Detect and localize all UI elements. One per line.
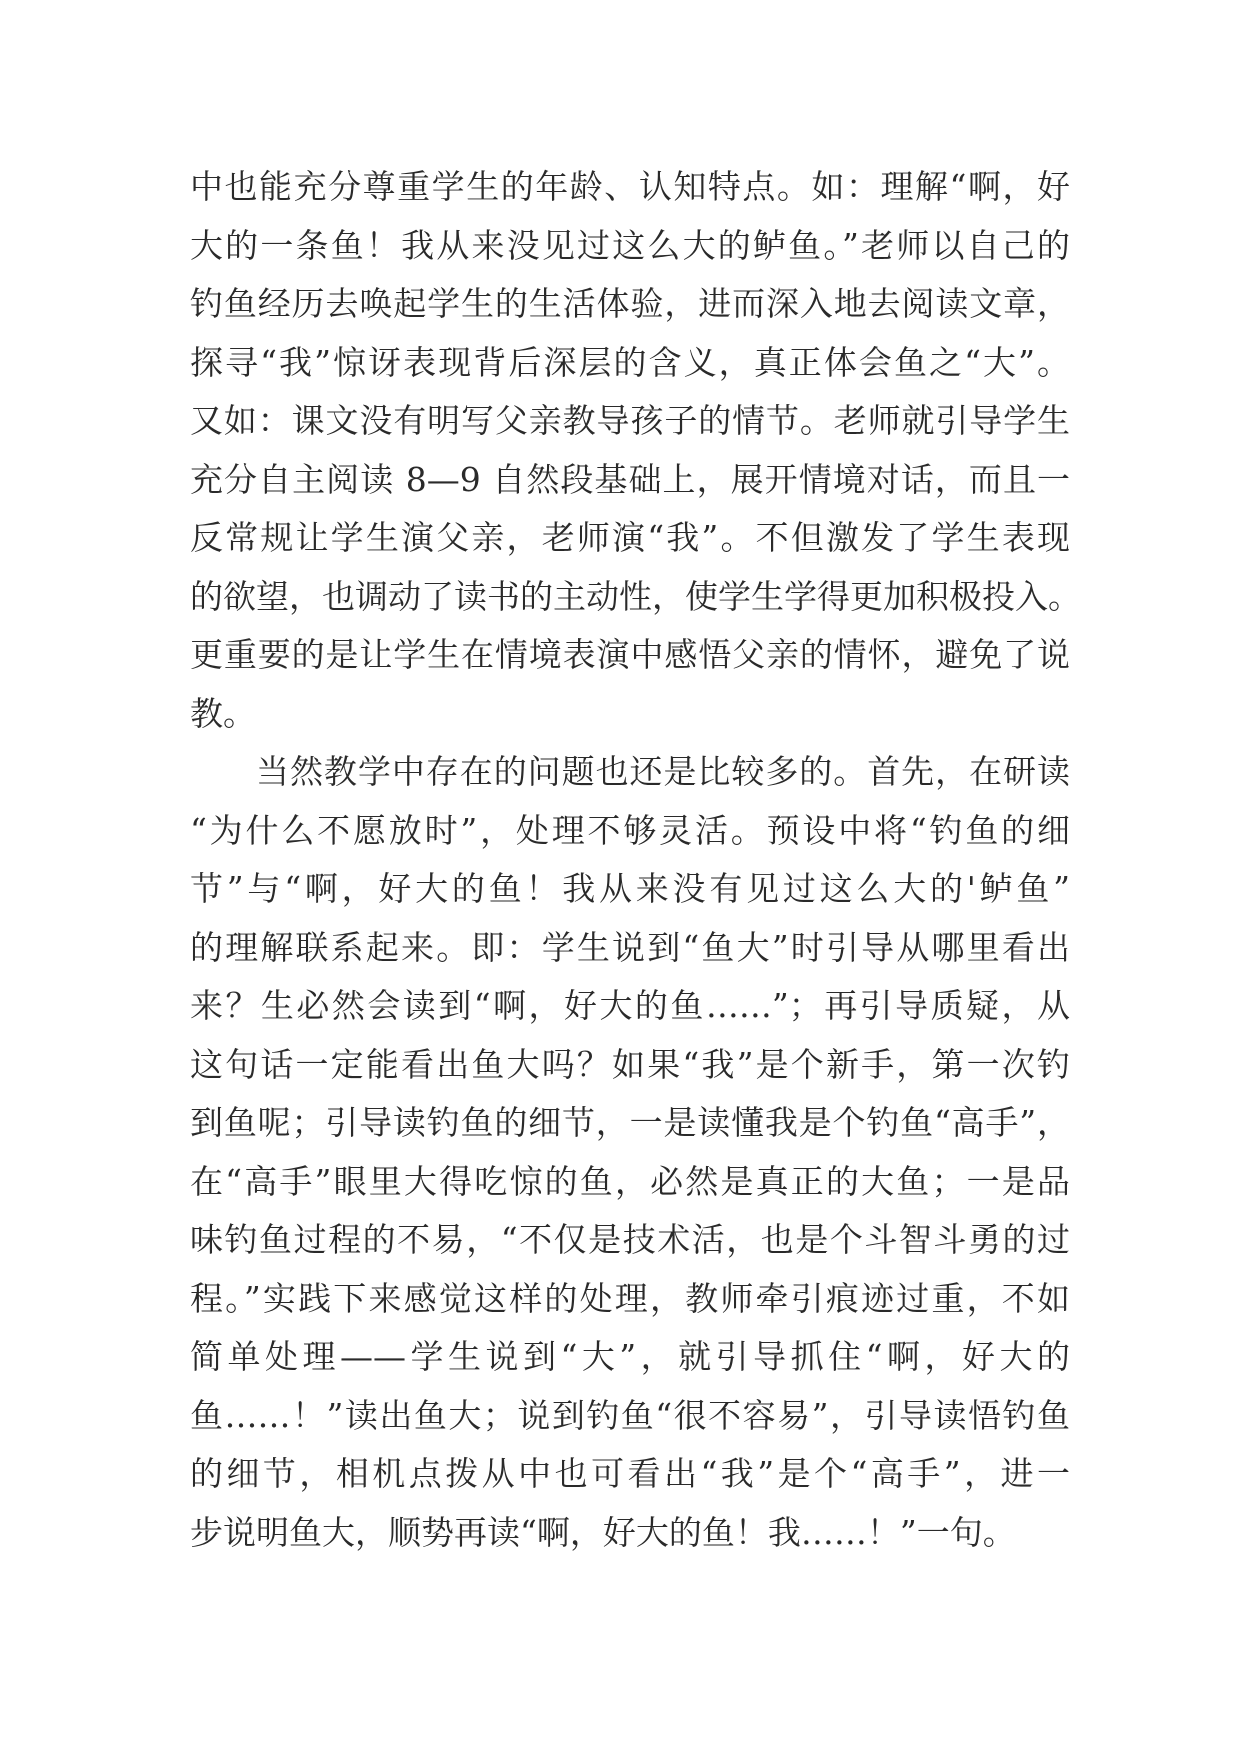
- text-line: 的理解联系起来。即：学生说到“鱼大”时引导从哪里看出: [190, 927, 1070, 967]
- text-line: “为什么不愿放时”，处理不够灵活。预设中将“钓鱼的细: [190, 810, 1070, 850]
- text-line: 简单处理——学生说到“大”，就引导抓住“啊，好大的: [190, 1337, 1070, 1376]
- text-line: 程。”实践下来感觉这样的处理，教师牵引痕迹过重，不如: [190, 1278, 1070, 1318]
- text-line: 节”与“啊，好大的鱼！我从来没有见过这么大的'鲈鱼”: [190, 869, 1070, 908]
- text-line: 钓鱼经历去唤起学生的生活体验，进而深入地去阅读文章，: [190, 284, 1070, 323]
- text-line: 探寻“我”惊讶表现背后深层的含义，真正体会鱼之“大”。: [190, 342, 1070, 382]
- text-line: 更重要的是让学生在情境表演中感悟父亲的情怀，避免了说: [190, 635, 1070, 674]
- text-line: 的欲望，也调动了读书的主动性，使学生学得更加积极投入。: [190, 576, 1081, 616]
- text-line: 中也能充分尊重学生的年龄、认知特点。如：理解“啊，好: [190, 167, 1070, 206]
- text-line: 又如：课文没有明写父亲教导孩子的情节。老师就引导学生: [190, 401, 1070, 440]
- text-line: 在“高手”眼里大得吃惊的鱼，必然是真正的大鱼；一是品: [190, 1161, 1070, 1201]
- text-line: 味钓鱼过程的不易，“不仅是技术活，也是个斗智斗勇的过: [190, 1220, 1070, 1259]
- text-line: 教。: [190, 693, 256, 733]
- text-line: 充分自主阅读 8—9 自然段基础上，展开情境对话，而且一: [190, 459, 1070, 499]
- text-line: 鱼……！”读出鱼大；说到钓鱼“很不容易”，引导读悟钓鱼: [190, 1395, 1070, 1435]
- text-line: 的细节，相机点拨从中也可看出“我”是个“高手”，进一: [190, 1454, 1070, 1493]
- body-text: [190, 158, 1081, 1562]
- text-line: 这句话一定能看出鱼大吗？如果“我”是个新手，第一次钓: [190, 1044, 1070, 1084]
- text-line: 反常规让学生演父亲，老师演“我”。不但激发了学生表现: [190, 518, 1070, 557]
- text-line: 大的一条鱼！我从来没见过这么大的鲈鱼。”老师以自己的: [190, 225, 1070, 265]
- text-line: 来？生必然会读到“啊，好大的鱼……”；再引导质疑，从: [190, 986, 1070, 1025]
- text-line: 当然教学中存在的问题也还是比较多的。首先，在研读: [256, 752, 1070, 791]
- text-line: 步说明鱼大，顺势再读“啊，好大的鱼！我……！”一句。: [190, 1512, 1016, 1552]
- text-line: 到鱼呢；引导读钓鱼的细节，一是读懂我是个钓鱼“高手”，: [190, 1103, 1070, 1142]
